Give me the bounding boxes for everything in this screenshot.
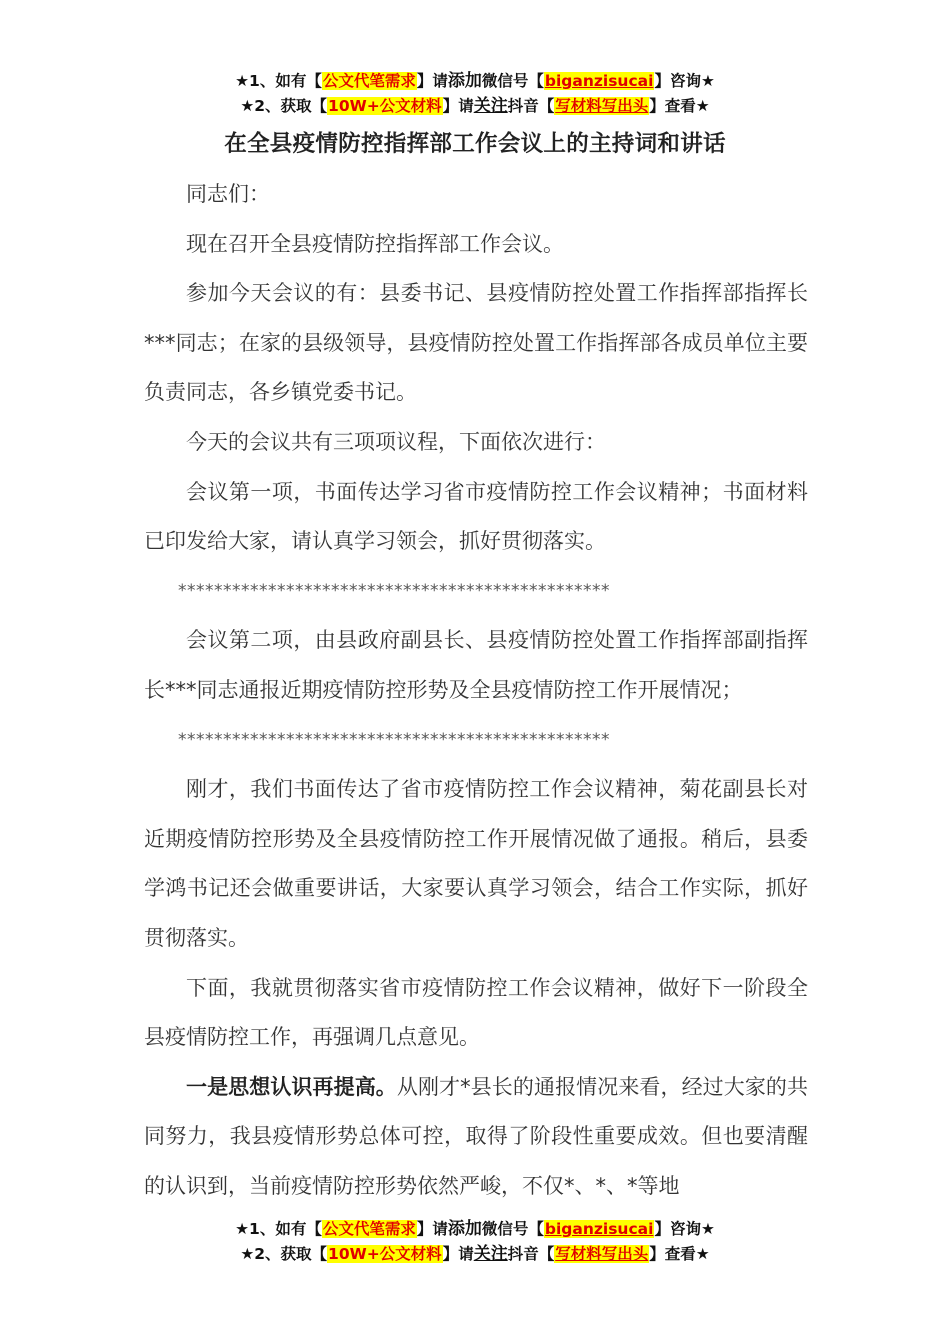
paragraph-summary: 刚才，我们书面传达了省市疫情防控工作会议精神，菊花副县长对近期疫情防控形势及全县疫情防控工作开展情况做了通报。稍后，县委学鸿书记还会做重要讲话，大家要认真学习领会，结合工作实际，抓好贯彻落实。 bbox=[144, 777, 808, 950]
promo-text: 】请 bbox=[442, 1245, 474, 1263]
promo-text: 微信号【 bbox=[481, 72, 544, 90]
promo-highlight: 公文代笔需求 bbox=[322, 72, 416, 90]
promo-line-2 bbox=[0, 94, 950, 119]
promo-text: ★1、如有【 bbox=[235, 72, 322, 90]
promo-line-2 bbox=[0, 1242, 950, 1267]
promo-text: ★1、如有【 bbox=[235, 1220, 322, 1238]
header-promo-banner bbox=[0, 69, 950, 119]
promo-text: 】查看★ bbox=[649, 1245, 710, 1263]
promo-text: 】请 bbox=[416, 1220, 448, 1238]
paragraph-point-1 bbox=[144, 1063, 808, 1212]
promo-emphasis: 关注 bbox=[473, 1244, 508, 1264]
paragraph-item-2: 会议第二项，由县政府副县长、县疫情防控处置工作指挥部副指挥长***同志通报近期疫情防控形势及全县疫情防控工作开展情况； bbox=[144, 628, 808, 702]
paragraph-transition: 下面，我就贯彻落实省市疫情防控工作会议精神，做好下一阶段全县疫情防控工作，再强调几点意见。 bbox=[144, 975, 808, 1050]
paragraph-greeting: 同志们： bbox=[186, 182, 270, 206]
promo-text: ★2、获取【 bbox=[240, 1245, 328, 1263]
promo-emphasis: 关注 bbox=[473, 96, 508, 116]
promo-highlight: 公文代笔需求 bbox=[322, 1220, 416, 1238]
point-1-text: 从刚才*县长的通报情况来看，经过大家的共同努力，我县疫情形势总体可控，取得了阶段性重要成效。但也要清醒的认识到，当前疫情防控形势依然严峻，不仅*、*、*等地 bbox=[144, 1074, 809, 1198]
separator-line: ************************************************ bbox=[178, 580, 610, 601]
promo-text: 】查看★ bbox=[649, 97, 710, 115]
point-1-lead: 一是思想认识再提高。 bbox=[186, 1074, 397, 1099]
promo-highlight: 10W+公文材料 bbox=[328, 1245, 442, 1263]
separator-line: ************************************************ bbox=[178, 729, 610, 750]
document-body bbox=[144, 170, 808, 1211]
promo-text: ★2、获取【 bbox=[240, 97, 328, 115]
promo-text: 】咨询★ bbox=[654, 72, 715, 90]
promo-highlight: 10W+公文材料 bbox=[328, 97, 442, 115]
promo-line-1 bbox=[0, 69, 950, 94]
paragraph-item-1: 会议第一项，书面传达学习省市疫情防控工作会议精神；书面材料已印发给大家，请认真学习领会，抓好贯彻落实。 bbox=[144, 479, 808, 554]
promo-text: 】咨询★ bbox=[654, 1220, 715, 1238]
promo-line-1 bbox=[0, 1217, 950, 1242]
promo-text: 抖音【 bbox=[507, 97, 555, 115]
promo-text: 抖音【 bbox=[507, 1245, 555, 1263]
douyin-account-highlight: 写材料写出头 bbox=[555, 1245, 649, 1263]
paragraph-opening: 现在召开全县疫情防控指挥部工作会议。 bbox=[186, 231, 564, 256]
promo-emphasis: 添加 bbox=[447, 71, 482, 91]
document-title: 在全县疫情防控指挥部工作会议上的主持词和讲话 bbox=[224, 131, 726, 157]
douyin-account-highlight: 写材料写出头 bbox=[555, 97, 649, 115]
wechat-id-highlight: biganzisucai bbox=[544, 1220, 654, 1238]
promo-emphasis: 添加 bbox=[447, 1219, 482, 1239]
promo-text: 】请 bbox=[442, 97, 474, 115]
promo-text: 】请 bbox=[416, 72, 448, 90]
footer-promo-banner bbox=[0, 1217, 950, 1267]
paragraph-agenda: 今天的会议共有三项项议程，下面依次进行： bbox=[186, 429, 606, 454]
promo-text: 微信号【 bbox=[481, 1220, 544, 1238]
paragraph-attendees: 参加今天会议的有：县委书记、县疫情防控处置工作指挥部指挥长***同志；在家的县级领导，县疫情防控处置工作指挥部各成员单位主要负责同志，各乡镇党委书记。 bbox=[144, 281, 808, 405]
wechat-id-highlight: biganzisucai bbox=[544, 72, 654, 90]
